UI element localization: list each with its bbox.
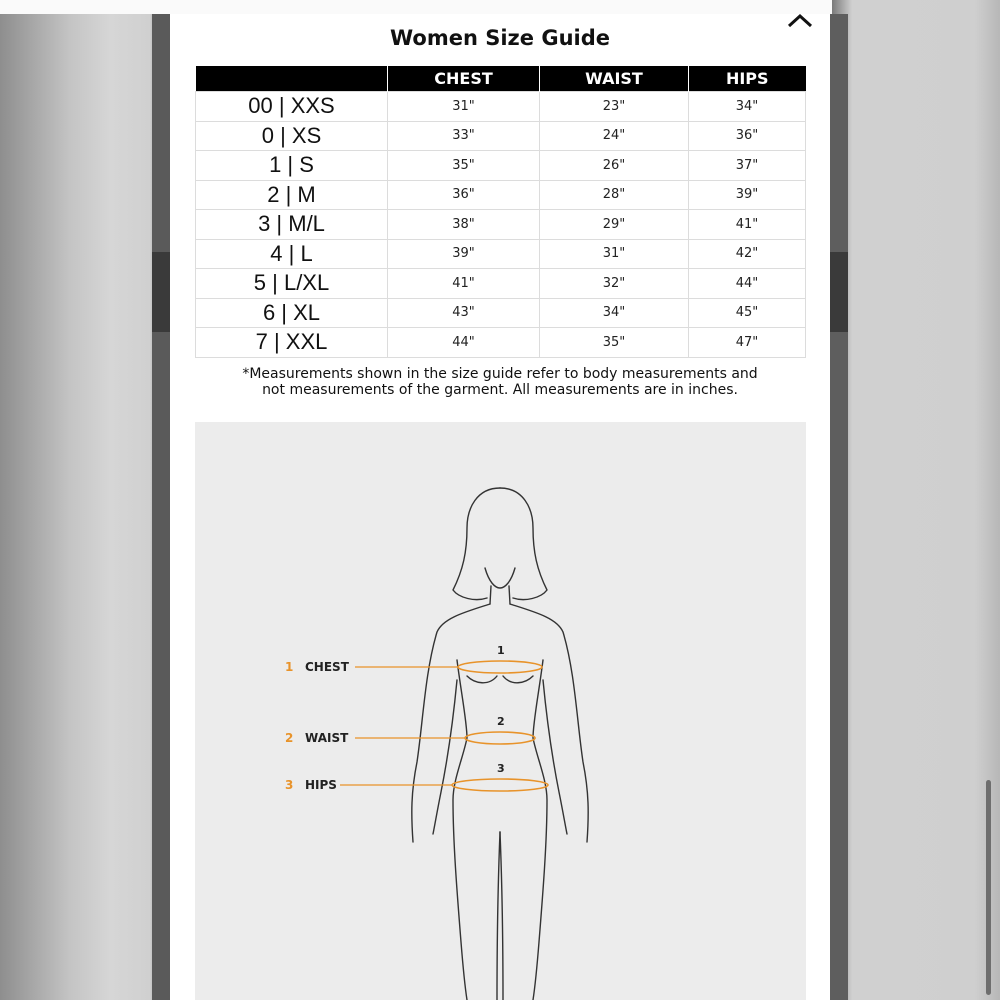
hips-cell: 44"	[689, 269, 806, 299]
hips-cell: 45"	[689, 298, 806, 328]
size-table	[195, 66, 806, 358]
waist-cell: 31"	[540, 239, 689, 269]
note-line-1: *Measurements shown in the size guide refer to body measurements and	[242, 366, 758, 382]
size-cell: 7 | XXL	[196, 328, 388, 358]
measurement-note	[200, 366, 800, 398]
table-row	[196, 269, 806, 299]
hips-cell: 41"	[689, 210, 806, 240]
column-header-chest: CHEST	[388, 66, 540, 92]
table-row	[196, 92, 806, 122]
chest-cell: 41"	[388, 269, 540, 299]
chest-cell: 36"	[388, 180, 540, 210]
column-header-size	[196, 66, 388, 92]
note-line-2: not measurements of the garment. All measurements are in inches.	[262, 382, 738, 398]
scroll-indicator[interactable]	[986, 780, 991, 995]
size-cell: 4 | L	[196, 239, 388, 269]
waist-cell: 29"	[540, 210, 689, 240]
hips-label: HIPS	[305, 778, 337, 792]
chest-cell: 44"	[388, 328, 540, 358]
chest-label-number: 1	[285, 660, 294, 674]
size-cell: 3 | M/L	[196, 210, 388, 240]
size-cell: 6 | XL	[196, 298, 388, 328]
table-row	[196, 121, 806, 151]
waist-cell: 32"	[540, 269, 689, 299]
table-row	[196, 210, 806, 240]
size-guide-panel	[170, 14, 830, 1000]
hips-label-number: 3	[285, 778, 294, 792]
hips-cell: 42"	[689, 239, 806, 269]
hips-cell: 39"	[689, 180, 806, 210]
right-edge-shade	[830, 14, 848, 1000]
table-row	[196, 298, 806, 328]
chest-cell: 31"	[388, 92, 540, 122]
size-cell: 00 | XXS	[196, 92, 388, 122]
chest-cell: 43"	[388, 298, 540, 328]
body-silhouette-illustration	[195, 422, 806, 1000]
waist-figure-number: 2	[497, 715, 505, 728]
chest-cell: 39"	[388, 239, 540, 269]
chest-figure-number: 1	[497, 644, 505, 657]
chest-cell: 35"	[388, 151, 540, 181]
waist-cell: 28"	[540, 180, 689, 210]
page-title: Women Size Guide	[390, 26, 610, 50]
waist-cell: 34"	[540, 298, 689, 328]
column-header-waist: WAIST	[540, 66, 689, 92]
waist-cell: 24"	[540, 121, 689, 151]
waist-label: WAIST	[305, 731, 349, 745]
chest-label: CHEST	[305, 660, 349, 674]
waist-label-number: 2	[285, 731, 294, 745]
measurement-figure	[195, 422, 806, 1000]
hips-cell: 47"	[689, 328, 806, 358]
waist-cell: 26"	[540, 151, 689, 181]
table-row	[196, 180, 806, 210]
hips-figure-number: 3	[497, 762, 505, 775]
size-cell: 2 | M	[196, 180, 388, 210]
column-header-hips: HIPS	[689, 66, 806, 92]
hips-cell: 36"	[689, 121, 806, 151]
size-cell: 5 | L/XL	[196, 269, 388, 299]
waist-cell: 35"	[540, 328, 689, 358]
hips-cell: 37"	[689, 151, 806, 181]
table-row	[196, 328, 806, 358]
right-edge-notch	[830, 252, 848, 332]
table-row	[196, 151, 806, 181]
waist-cell: 23"	[540, 92, 689, 122]
table-row	[196, 239, 806, 269]
left-edge-shade	[152, 14, 170, 1000]
chest-cell: 33"	[388, 121, 540, 151]
right-background	[832, 0, 1000, 1000]
size-cell: 1 | S	[196, 151, 388, 181]
left-edge-notch	[152, 252, 170, 332]
table-header-row	[196, 66, 806, 92]
hips-cell: 34"	[689, 92, 806, 122]
chest-cell: 38"	[388, 210, 540, 240]
size-cell: 0 | XS	[196, 121, 388, 151]
